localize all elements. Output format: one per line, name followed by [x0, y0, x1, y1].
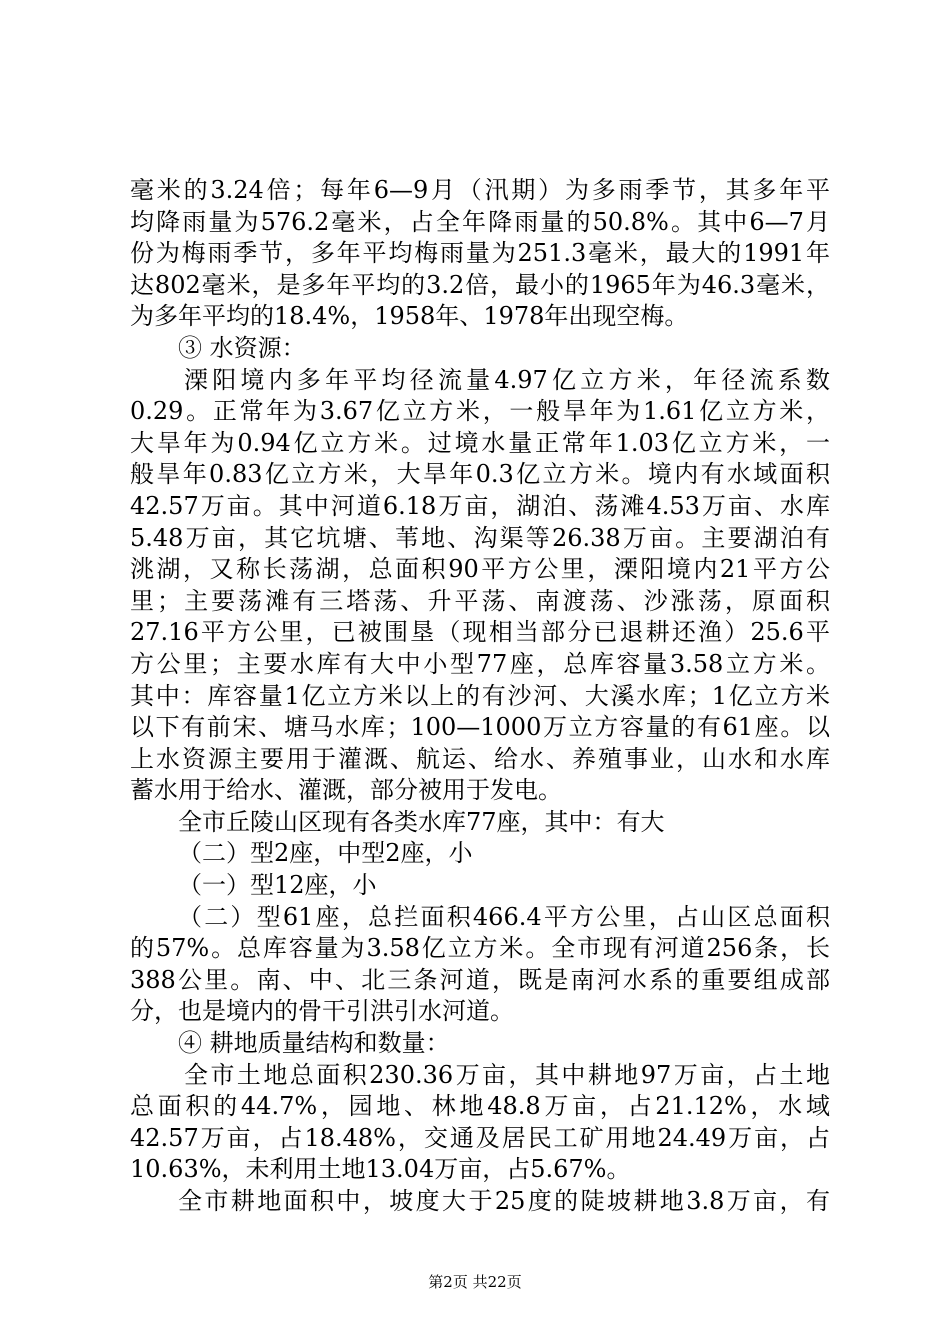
text-line: 全市土地总面积230.36万亩，其中耕地97万亩，占土地 [184, 1060, 830, 1089]
text-line: 总面积的44.7%，园地、林地48.8万亩，占21.12%，水域 [130, 1092, 830, 1121]
text-line: 达802毫米，是多年平均的3.2倍，最小的1965年为46.3毫米， [130, 270, 830, 299]
text-line: 全市耕地面积中，坡度大于25度的陡坡耕地3.8万亩，有 [178, 1187, 830, 1215]
text-line: 溧阳境内多年平均径流量4.97亿立方米，年径流系数 [184, 365, 830, 394]
text-line: 0.29。正常年为3.67亿立方米，一般旱年为1.61亿立方米， [130, 397, 830, 426]
text-line: 分，也是境内的骨干引洪引水河道。 [130, 997, 514, 1026]
text-line: 均降雨量为576.2毫米，占全年降雨量的50.8%。其中6—7月 [130, 207, 830, 236]
text-line: 上水资源主要用于灌溉、航运、给水、养殖事业，山水和水库 [130, 744, 830, 773]
text-line: 洮湖，又称长荡湖，总面积90平方公里，溧阳境内21平方公 [130, 555, 830, 584]
text-line: 以下有前宋、塘马水库；100—1000万立方容量的有61座。以 [130, 713, 830, 742]
text-line: 为多年平均的18.4%，1958年、1978年出现空梅。 [130, 302, 689, 331]
text-line: 全市丘陵山区现有各类水库77座，其中：有大 [178, 807, 665, 836]
text-line: 般旱年0.83亿立方米，大旱年0.3亿立方米。境内有水域面积 [130, 460, 830, 489]
text-line: 42.57万亩。其中河道6.18万亩，湖泊、荡滩4.53万亩、水库 [130, 491, 830, 520]
text-line: 里；主要荡滩有三塔荡、升平荡、南渡荡、沙涨荡，原面积 [130, 586, 830, 615]
text-line: 的57%。总库容量为3.58亿立方米。全市现有河道256条，长 [130, 934, 830, 963]
page-number-label: 第2页 共22页 [428, 1273, 522, 1291]
text-line: 份为梅雨季节，多年平均梅雨量为251.3毫米，最大的1991年 [130, 239, 830, 268]
text-line: 毫米的3.24倍；每年6—9月（汛期）为多雨季节，其多年平 [130, 176, 830, 204]
text-line: 大旱年为0.94亿立方米。过境水量正常年1.03亿立方米，一 [130, 428, 830, 457]
text-line: ④ 耕地质量结构和数量： [178, 1029, 450, 1058]
text-line: 27.16平方公里，已被围垦（现相当部分已退耕还渔）25.6平 [130, 618, 830, 647]
text-line: 42.57万亩，占18.48%，交通及居民工矿用地24.49万亩，占 [130, 1123, 830, 1152]
text-line: （二）型61座，总拦面积466.4平方公里，占山区总面积 [178, 902, 830, 931]
page-footer [0, 1272, 950, 1292]
text-line: 5.48万亩，其它坑塘、苇地、沟渠等26.38万亩。主要湖泊有 [130, 523, 830, 552]
text-line: 方公里；主要水库有大中小型77座，总库容量3.58立方米。 [130, 649, 830, 678]
text-line: 其中：库容量1亿立方米以上的有沙河、大溪水库；1亿立方米 [130, 681, 830, 710]
text-line: 蓄水用于给水、灌溉，部分被用于发电。 [130, 776, 562, 805]
text-line: ③ 水资源： [178, 333, 306, 362]
text-line: （一）型12座，小 [178, 871, 377, 900]
text-line: （二）型2座，中型2座，小 [178, 839, 473, 868]
document-body [130, 175, 830, 1218]
text-line: 388公里。南、中、北三条河道，既是南河水系的重要组成部 [130, 965, 830, 994]
text-line: 10.63%，未利用土地13.04万亩，占5.67%。 [130, 1155, 631, 1184]
